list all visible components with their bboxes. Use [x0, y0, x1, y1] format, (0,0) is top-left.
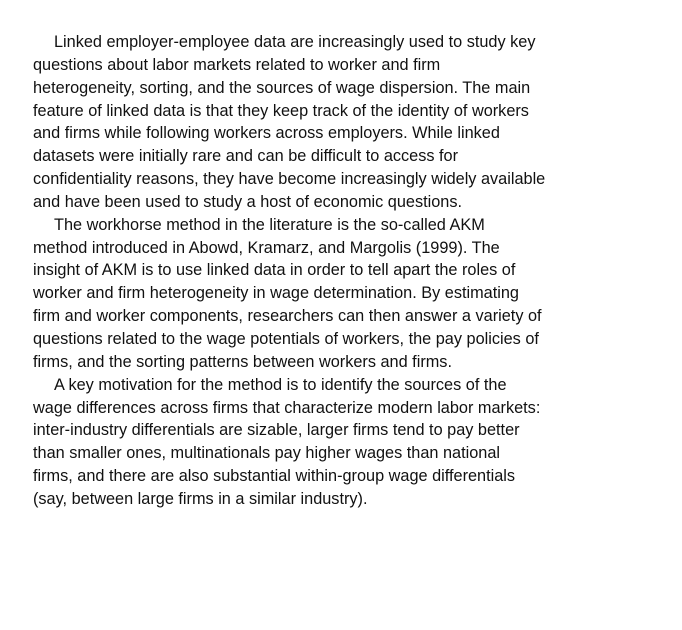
- text-line: than smaller ones, multinationals pay higher wages than national: [33, 444, 501, 463]
- text-line: Linked employer-employee data are increasingly used to study key: [54, 33, 536, 51]
- text-line: method introduced in Abowd, Kramarz, and Margolis (1999). The: [33, 238, 500, 257]
- text-line: feature of linked data is that they keep track of the identity of workers: [33, 101, 529, 120]
- paragraph-motivation: [33, 374, 578, 511]
- text-line: A key motivation for the method is to identify the sources of the: [54, 375, 507, 394]
- text-line: questions about labor markets related to worker and firm: [33, 55, 441, 74]
- text-line: and have been used to study a host of economic questions.: [33, 192, 463, 211]
- text-line: firms, and the sorting patterns between workers and firms.: [33, 352, 452, 371]
- text-line: firm and worker components, researchers can then answer a variety of: [33, 307, 542, 326]
- text-line: firms, and there are also substantial within-group wage differentials: [33, 467, 516, 486]
- document-body: [33, 31, 578, 511]
- paragraph-linked-data: [33, 31, 578, 214]
- text-line: insight of AKM is to use linked data in order to tell apart the roles of: [33, 261, 516, 280]
- text-line: (say, between large firms in a similar industry).: [33, 489, 368, 508]
- text-line: worker and firm heterogeneity in wage determination. By estimating: [33, 284, 519, 303]
- text-line: questions related to the wage potentials of workers, the pay policies of: [33, 329, 539, 348]
- text-line: and firms while following workers across employers. While linked: [33, 124, 500, 143]
- text-line: heterogeneity, sorting, and the sources of wage dispersion. The main: [33, 78, 531, 97]
- text-line: datasets were initially rare and can be difficult to access for: [33, 147, 459, 166]
- text-line: confidentiality reasons, they have become increasingly widely available: [33, 170, 546, 189]
- text-line: inter-industry differentials are sizable, larger firms tend to pay better: [33, 421, 520, 440]
- paragraph-akm-method: [33, 214, 578, 374]
- text-line: wage differences across firms that characterize modern labor markets:: [33, 398, 541, 417]
- text-line: The workhorse method in the literature is the so-called AKM: [54, 215, 485, 234]
